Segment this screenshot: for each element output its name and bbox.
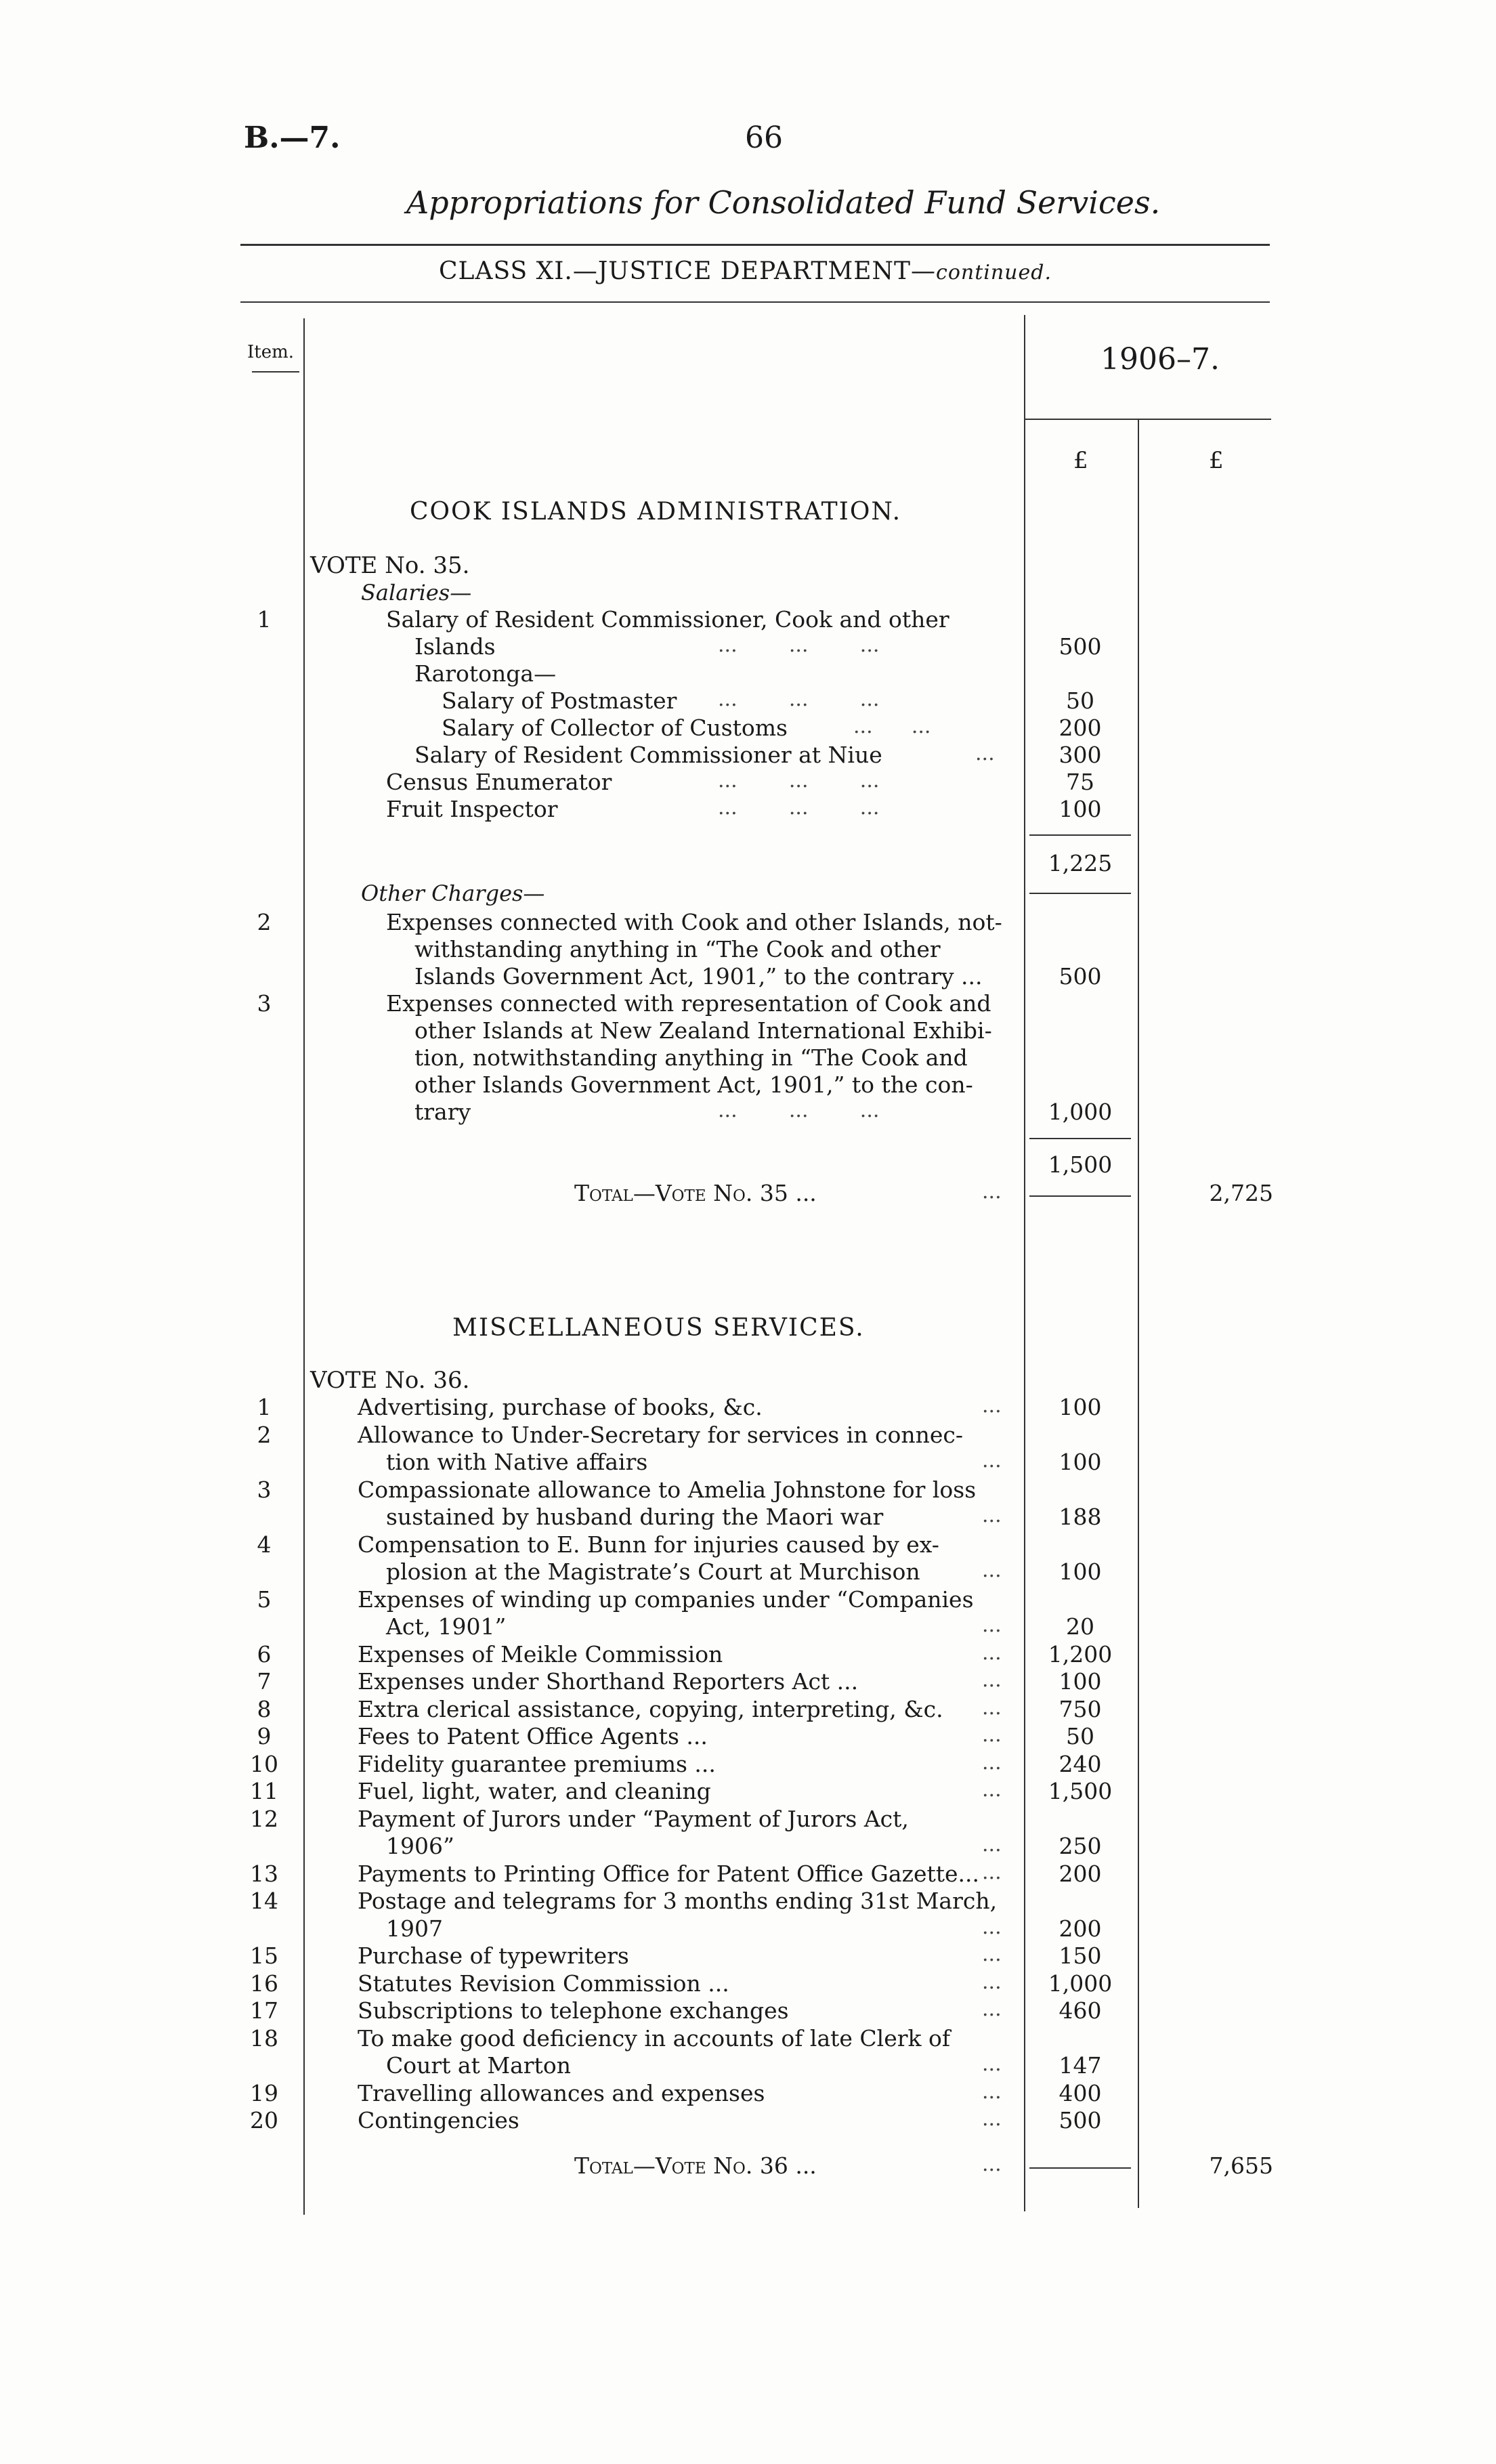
- class-heading-continued: continued.: [936, 261, 1052, 284]
- line-text: Subscriptions to telephone exchanges: [358, 1997, 789, 2024]
- line-text: Compensation to E. Bunn for injuries caused by ex-: [358, 1531, 939, 1558]
- item-number: 13: [250, 1860, 278, 1887]
- vote-35: VOTE No. 35.: [310, 552, 470, 579]
- amount: 500: [1059, 633, 1102, 660]
- line-text: Islands: [414, 633, 496, 660]
- section-heading-misc: MISCELLANEOUS SERVICES.: [452, 1314, 865, 1342]
- item-number: 16: [250, 1970, 278, 1997]
- subtotal-other: 1,500: [1048, 1151, 1113, 1178]
- title-rule: [240, 244, 1270, 246]
- amount: 500: [1059, 2107, 1102, 2133]
- leader-dots: ...: [982, 1970, 1002, 1994]
- item-number: 8: [257, 1695, 272, 1722]
- total-vote-36: 7,655: [1209, 2152, 1273, 2179]
- line-text: Travelling allowances and expenses: [358, 2079, 765, 2106]
- class-heading-text: CLASS XI.—JUSTICE DEPARTMENT—: [439, 257, 937, 285]
- leader-dots: ...: [982, 1778, 1002, 1802]
- item-column-header: Item.: [247, 342, 295, 362]
- leader-dots: ...: [982, 1558, 1002, 1582]
- line-text: 1906”: [386, 1833, 454, 1859]
- leader-dots: ...: [982, 2079, 1002, 2104]
- section-heading-cook: COOK ISLANDS ADMINISTRATION.: [410, 498, 902, 526]
- line-text: Advertising, purchase of books, &c.: [358, 1394, 763, 1420]
- item-number: 3: [257, 990, 272, 1017]
- subtotal-salaries: 1,225: [1048, 850, 1113, 876]
- leader-dots: ...: [982, 1695, 1002, 1720]
- item-column-divider: [303, 318, 305, 2215]
- amount: 50: [1066, 1723, 1094, 1749]
- line-text: To make good deficiency in accounts of late Clerk of: [358, 2024, 951, 2052]
- leader-dots: ...: [975, 742, 995, 765]
- sum-rule: [1029, 1138, 1131, 1139]
- line-text: sustained by husband during the Maori war: [386, 1504, 884, 1530]
- amount: 20: [1066, 1613, 1094, 1640]
- page-title: Appropriations for Consolidated Fund Services.: [406, 184, 1161, 221]
- line-text: Expenses of Meikle Commission: [358, 1640, 723, 1668]
- subtotal-column-divider: [1138, 420, 1139, 2208]
- line-text: Payments to Printing Office for Patent Office Gazette...: [358, 1860, 980, 1887]
- leader-dots: ... ... ...: [718, 769, 880, 792]
- line-text: Salary of Collector of Customs: [442, 715, 788, 741]
- line-text: Islands Government Act, 1901,” to the contrary ...: [414, 963, 983, 990]
- leader-dots: ... ... ...: [718, 1099, 880, 1122]
- total-vote-35: 2,725: [1209, 1180, 1273, 1206]
- item-number: 12: [250, 1805, 278, 1832]
- leader-dots: ...: [982, 1504, 1002, 1527]
- item-number: 9: [257, 1723, 272, 1749]
- other-charges-heading: Other Charges—: [361, 880, 545, 906]
- line-text: Purchase of typewriters: [358, 1942, 629, 1969]
- leader-dots: ...: [982, 1613, 1002, 1637]
- class-heading: [439, 257, 1052, 285]
- line-text: Fruit Inspector: [386, 796, 558, 822]
- item-number: 5: [257, 1586, 272, 1613]
- amount: 1,200: [1048, 1640, 1113, 1668]
- amount: 100: [1059, 1449, 1102, 1475]
- amount: 150: [1059, 1942, 1102, 1969]
- item-number: 15: [250, 1942, 278, 1969]
- item-number: 20: [250, 2107, 278, 2133]
- line-text: other Islands Government Act, 1901,” to the con-: [414, 1071, 973, 1098]
- leader-dots: ...: [982, 1394, 1002, 1418]
- line-text: Census Enumerator: [386, 769, 612, 795]
- item-number: 17: [250, 1997, 278, 2024]
- line-text: Expenses connected with Cook and other Islands, not-: [386, 909, 1002, 935]
- line-text: Expenses of winding up companies under “Companies: [358, 1586, 974, 1613]
- leader-dots: ... ... ...: [718, 687, 880, 711]
- year-rule: [1024, 419, 1271, 420]
- item-number: 1: [257, 606, 272, 633]
- line-text: withstanding anything in “The Cook and other: [414, 936, 941, 962]
- leader-dots: ... ...: [853, 715, 931, 738]
- amount: 1,000: [1048, 1099, 1113, 1125]
- line-text: Compassionate allowance to Amelia Johnstone for loss: [358, 1476, 977, 1503]
- line-text: tion, notwithstanding anything in “The Cook and: [414, 1044, 968, 1071]
- amount: 460: [1059, 1997, 1102, 2024]
- total-label-35: [574, 1180, 817, 1206]
- amount: 1,000: [1048, 1970, 1113, 1997]
- leader-dots: ...: [982, 1668, 1002, 1692]
- line-text: Fees to Patent Office Agents ...: [358, 1723, 708, 1749]
- item-number: 11: [250, 1778, 278, 1804]
- leader-dots: ...: [982, 1449, 1002, 1472]
- amount: 200: [1059, 1915, 1102, 1942]
- leader-dots: ... ... ...: [718, 633, 880, 657]
- leader-dots: ...: [982, 1833, 1002, 1856]
- line-text: Fidelity guarantee premiums ...: [358, 1750, 716, 1777]
- line-text: Act, 1901”: [386, 1613, 507, 1640]
- leader-dots: ...: [982, 2052, 1002, 2076]
- line-text: Salary of Postmaster: [442, 687, 677, 714]
- amount: 100: [1059, 796, 1102, 822]
- sum-rule: [1029, 1195, 1131, 1197]
- amount: 400: [1059, 2079, 1102, 2106]
- leader-dots: ...: [982, 1860, 1002, 1884]
- amount: 500: [1059, 963, 1102, 990]
- leader-dots: ...: [982, 1942, 1002, 1966]
- currency-column-b: £: [1209, 447, 1224, 474]
- item-number: 7: [257, 1668, 272, 1695]
- total-label-text: Total—Vote No. 36 ...: [574, 2152, 817, 2179]
- leader-dots: ...: [982, 1180, 1002, 1204]
- amount: 300: [1059, 742, 1102, 768]
- line-text: Extra clerical assistance, copying, interpreting, &c.: [358, 1695, 943, 1722]
- amount: 240: [1059, 1750, 1102, 1777]
- amount: 1,500: [1048, 1778, 1113, 1804]
- line-text: Contingencies: [358, 2107, 519, 2133]
- amount: 100: [1059, 1394, 1102, 1420]
- line-text: plosion at the Magistrate’s Court at Murchison: [386, 1558, 920, 1585]
- item-number: 3: [257, 1476, 272, 1503]
- sum-rule: [1029, 2167, 1131, 2169]
- leader-dots: ... ... ...: [718, 796, 880, 820]
- document-reference: B.—7.: [244, 121, 341, 155]
- amount: 100: [1059, 1558, 1102, 1585]
- line-text: Fuel, light, water, and cleaning: [358, 1778, 711, 1804]
- line-text: Statutes Revision Commission ...: [358, 1970, 729, 1997]
- subtitle-rule: [240, 301, 1270, 303]
- line-text: 1907: [386, 1915, 443, 1942]
- line-text: Postage and telegrams for 3 months ending 31st March,: [358, 1888, 998, 1914]
- amount: 250: [1059, 1833, 1102, 1859]
- item-number: 4: [257, 1531, 272, 1558]
- leader-dots: ...: [982, 1640, 1002, 1665]
- item-number: 2: [257, 1421, 272, 1448]
- item-number: 10: [250, 1750, 278, 1777]
- line-text: Salary of Resident Commissioner at Niue: [414, 742, 882, 768]
- item-number: 18: [250, 2024, 278, 2052]
- total-label-36: [574, 2152, 817, 2179]
- amount: 200: [1059, 715, 1102, 741]
- fiscal-year: 1906–7.: [1100, 342, 1220, 377]
- item-number: 14: [250, 1888, 278, 1914]
- line-text: tion with Native affairs: [386, 1449, 648, 1475]
- line-text: Expenses connected with representation of Cook and: [386, 990, 991, 1017]
- amount: 50: [1066, 687, 1094, 714]
- amount: 188: [1059, 1504, 1102, 1530]
- item-number: 6: [257, 1640, 272, 1668]
- sum-rule: [1029, 893, 1131, 894]
- line-text: Payment of Jurors under “Payment of Jurors Act,: [358, 1805, 909, 1832]
- leader-dots: ...: [982, 2152, 1002, 2176]
- amount: 100: [1059, 1668, 1102, 1695]
- leader-dots: ...: [982, 2107, 1002, 2131]
- item-number: 2: [257, 909, 272, 935]
- leader-dots: ...: [982, 1915, 1002, 1939]
- line-text: Allowance to Under-Secretary for services in connec-: [358, 1421, 964, 1448]
- line-text: Expenses under Shorthand Reporters Act ...: [358, 1668, 859, 1695]
- amount: 750: [1059, 1695, 1102, 1722]
- leader-dots: ...: [982, 1723, 1002, 1747]
- leader-dots: ...: [982, 1750, 1002, 1775]
- line-text: other Islands at New Zealand International Exhibi-: [414, 1017, 992, 1044]
- item-header-rule: [252, 371, 299, 373]
- amount: 75: [1066, 769, 1094, 795]
- line-text: Rarotonga—: [414, 660, 557, 687]
- page-number: 66: [745, 121, 783, 155]
- amount: 147: [1059, 2052, 1102, 2079]
- sum-rule: [1029, 834, 1131, 836]
- vote-36: VOTE No. 36.: [310, 1367, 470, 1394]
- amount: 200: [1059, 1860, 1102, 1887]
- line-text: Salary of Resident Commissioner, Cook and other: [386, 606, 949, 633]
- leader-dots: ...: [982, 1997, 1002, 2021]
- currency-column-a: £: [1073, 447, 1088, 474]
- total-label-text: Total—Vote No. 35 ...: [574, 1180, 817, 1206]
- item-number: 19: [250, 2079, 278, 2106]
- item-number: 1: [257, 1394, 272, 1420]
- amount-column-divider: [1024, 315, 1025, 2211]
- salaries-heading: Salaries—: [361, 580, 472, 606]
- line-text: trary: [414, 1099, 471, 1125]
- line-text: Court at Marton: [386, 2052, 571, 2079]
